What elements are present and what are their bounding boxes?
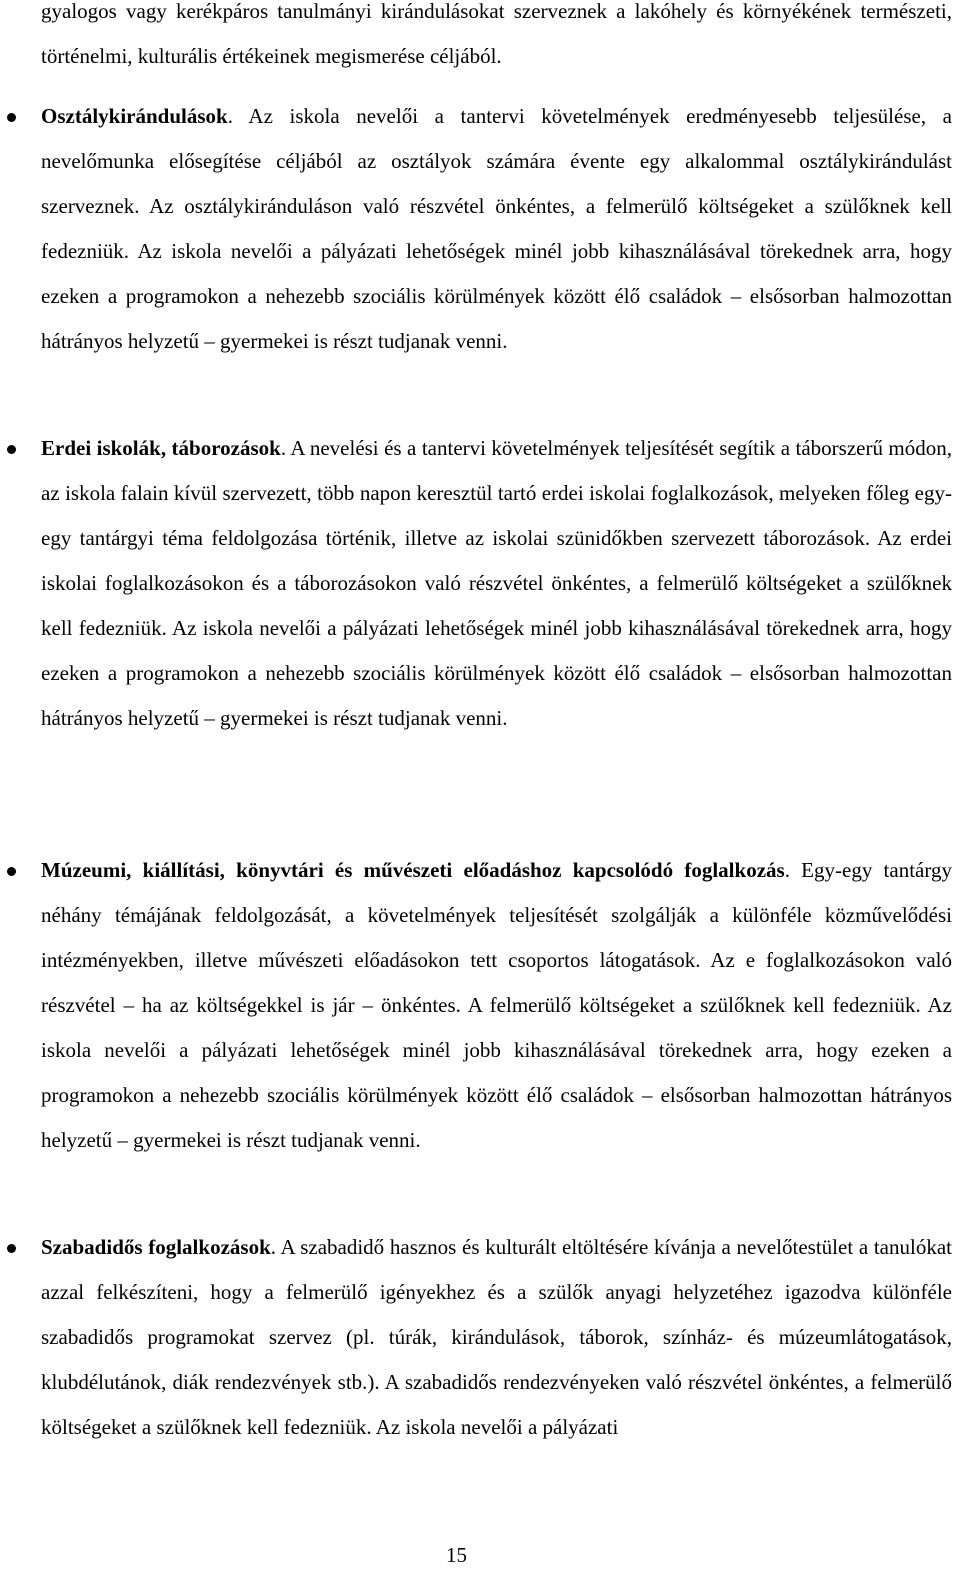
bullet-icon xyxy=(7,445,16,454)
list-item-szabadidos-foglalkozasok xyxy=(41,1225,952,1450)
list-item-text: . Az iskola nevelői a tantervi követelmények eredményesebb teljesülése, a nevelőmunka elősegítése céljából az osztályok számára évente egy alkalommal osztálykirándulást szerveznek. Az osztálykiránduláson való részvétel önkéntes, a felmerülő költségeket a szülőknek kell fedezniük. Az iskola nevelői a pályázati lehetőségek minél jobb kihasználásával törekednek arra, hogy ezeken a programokon a nehezebb szociális körülmények között élő családok – elsősorban halmozottan hátrányos helyzetű – gyermekei is részt tudjanak venni. xyxy=(41,104,952,353)
list-item-heading: Osztálykirándulások xyxy=(41,104,228,128)
list-item-text: . Egy-egy tantárgy néhány témájának feldolgozását, a követelmények teljesítését szolgálják a különféle közművelődési intézményekben, illetve művészeti előadásokon tett csoportos látogatások. Az e foglalkozásokon való részvétel – ha az költségekkel is jár – önkéntes. A felmerülő költségeket a szülőknek kell fedezniük. Az iskola nevelői a pályázati lehetőségek minél jobb kihasználásával törekednek arra, hogy ezeken a programokon a nehezebb szociális körülmények között élő családok – elsősorban halmozottan hátrányos helyzetű – gyermekei is részt tudjanak venni. xyxy=(41,858,952,1152)
list-item-heading: Szabadidős foglalkozások xyxy=(41,1235,271,1259)
bullet-icon xyxy=(7,113,16,122)
list-item-erdei-iskolak xyxy=(41,426,952,741)
list-item-paragraph xyxy=(41,94,952,364)
list-item-text: . A nevelési és a tantervi követelmények teljesítését segítik a táborszerű módon, az iskola falain kívül szervezett, több napon keresztül tartó erdei iskolai foglalkozások, melyeken főleg egy-egy tantárgyi téma feldolgozása történik, illetve az iskolai szünidőkben szervezett táborozások. Az erdei iskolai foglalkozásokon és a táborozásokon való részvétel önkéntes, a felmerülő költségeket a szülőknek kell fedezniük. Az iskola nevelői a pályázati lehetőségek minél jobb kihasználásával törekednek arra, hogy ezeken a programokon a nehezebb szociális körülmények között élő családok – elsősorban halmozottan hátrányos helyzetű – gyermekei is részt tudjanak venni. xyxy=(41,436,952,730)
list-item-heading: Múzeumi, kiállítási, könyvtári és művészeti előadáshoz kapcsolódó foglalkozás xyxy=(41,858,785,882)
list-item-text: . A szabadidő hasznos és kulturált eltöltésére kívánja a nevelőtestület a tanulókat azzal felkészíteni, hogy a felmerülő igényekhez és a szülők anyagi helyzetéhez igazodva különféle szabadidős programokat szervez (pl. túrák, kirándulások, táborok, színház- és múzeumlátogatások, klubdélutánok, diák rendezvények stb.). A szabadidős rendezvényeken való részvétel önkéntes, a felmerülő költségeket a szülőknek kell fedezniük. Az iskola nevelői a pályázati xyxy=(41,1235,952,1439)
list-item-paragraph xyxy=(41,1225,952,1450)
bullet-icon xyxy=(7,867,16,876)
page-number: 15 xyxy=(446,1543,467,1567)
lead-paragraph: gyalogos vagy kerékpáros tanulmányi kirándulásokat szerveznek a lakóhely és környékének természeti, történelmi, kulturális értékeinek megismerése céljából. xyxy=(41,0,952,68)
list-item-muzeumi-foglalkozas xyxy=(41,848,952,1163)
list-item-paragraph xyxy=(41,848,952,1163)
bullet-icon xyxy=(7,1244,16,1253)
list-item-heading: Erdei iskolák, táborozások xyxy=(41,436,281,460)
list-item-paragraph xyxy=(41,426,952,741)
list-item-osztalykirandulasok xyxy=(41,94,952,364)
